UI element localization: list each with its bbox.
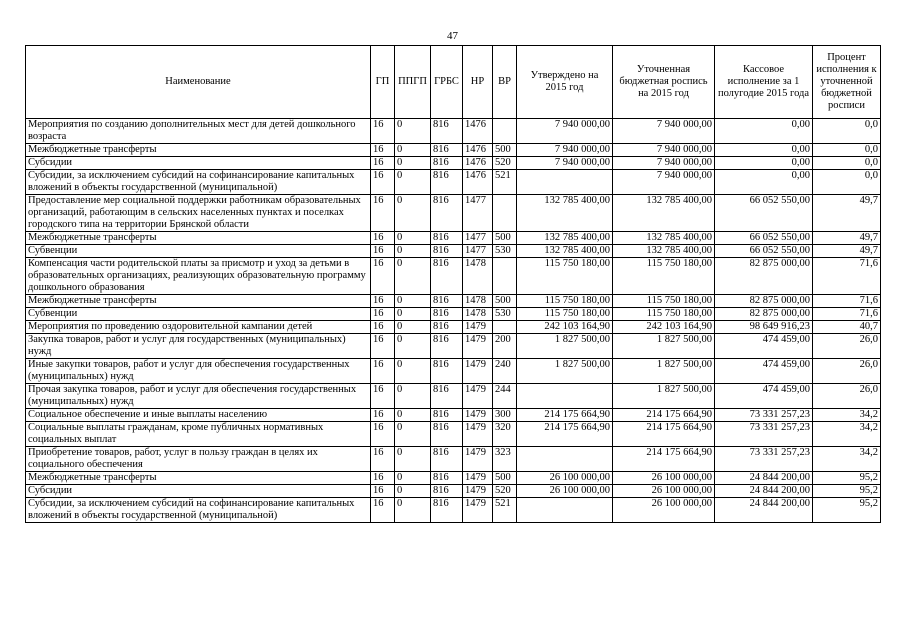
cell-np: 1476 (463, 119, 493, 144)
cell-gp: 16 (371, 498, 395, 523)
table-row (26, 258, 881, 295)
cell-ppgp: 0 (395, 119, 431, 144)
cell-grbs: 816 (431, 384, 463, 409)
table-row (26, 485, 881, 498)
table-row (26, 119, 881, 144)
budget-table (25, 45, 881, 523)
cell-ppgp: 0 (395, 195, 431, 232)
cell-grbs: 816 (431, 472, 463, 485)
cell-refined: 132 785 400,00 (613, 245, 715, 258)
cell-refined: 26 100 000,00 (613, 485, 715, 498)
table-row (26, 359, 881, 384)
cell-cash: 24 844 200,00 (715, 472, 813, 485)
cell-ppgp: 0 (395, 295, 431, 308)
cell-ppgp: 0 (395, 232, 431, 245)
header-cash: Кассовое исполнение за 1 полугодие 2015 года (715, 46, 813, 119)
cell-gp: 16 (371, 157, 395, 170)
cell-cash: 66 052 550,00 (715, 195, 813, 232)
cell-approved: 132 785 400,00 (517, 195, 613, 232)
cell-gp: 16 (371, 144, 395, 157)
cell-cash: 73 331 257,23 (715, 422, 813, 447)
table-row (26, 295, 881, 308)
cell-np: 1476 (463, 170, 493, 195)
cell-np: 1479 (463, 498, 493, 523)
cell-vr: 500 (493, 232, 517, 245)
cell-gp: 16 (371, 321, 395, 334)
cell-percent: 34,2 (813, 422, 881, 447)
cell-approved: 132 785 400,00 (517, 245, 613, 258)
cell-name: Предоставление мер социальной поддержки работникам образовательных организаций, работающим в сельских населенных пунктах и поселках городского типа на территории Брянской области (26, 195, 371, 232)
cell-name: Мероприятия по созданию дополнительных мест для детей дошкольного возраста (26, 119, 371, 144)
cell-gp: 16 (371, 447, 395, 472)
cell-ppgp: 0 (395, 422, 431, 447)
cell-name: Субсидии, за исключением субсидий на софинансирование капитальных вложений в объекты государственной (муниципальной) (26, 498, 371, 523)
cell-percent: 26,0 (813, 359, 881, 384)
cell-name: Межбюджетные трансферты (26, 232, 371, 245)
cell-cash: 98 649 916,23 (715, 321, 813, 334)
cell-vr (493, 195, 517, 232)
cell-vr: 240 (493, 359, 517, 384)
cell-ppgp: 0 (395, 334, 431, 359)
cell-refined: 1 827 500,00 (613, 334, 715, 359)
cell-ppgp: 0 (395, 258, 431, 295)
cell-percent: 49,7 (813, 232, 881, 245)
table-body (26, 119, 881, 523)
cell-approved (517, 498, 613, 523)
cell-approved: 7 940 000,00 (517, 144, 613, 157)
cell-gp: 16 (371, 232, 395, 245)
cell-refined: 214 175 664,90 (613, 409, 715, 422)
cell-ppgp: 0 (395, 498, 431, 523)
cell-ppgp: 0 (395, 157, 431, 170)
header-refined: Уточненная бюджетная роспись на 2015 год (613, 46, 715, 119)
cell-np: 1479 (463, 321, 493, 334)
cell-name: Прочая закупка товаров, работ и услуг для обеспечения государственных (муниципальных) нужд (26, 384, 371, 409)
cell-name: Социальные выплаты гражданам, кроме публичных нормативных социальных выплат (26, 422, 371, 447)
cell-percent: 0,0 (813, 157, 881, 170)
cell-np: 1479 (463, 447, 493, 472)
cell-name: Приобретение товаров, работ, услуг в пользу граждан в целях их социального обеспечения (26, 447, 371, 472)
cell-vr: 520 (493, 157, 517, 170)
cell-grbs: 816 (431, 334, 463, 359)
cell-vr: 500 (493, 295, 517, 308)
cell-np: 1479 (463, 422, 493, 447)
cell-np: 1479 (463, 384, 493, 409)
cell-percent: 71,6 (813, 258, 881, 295)
cell-np: 1477 (463, 245, 493, 258)
table-row (26, 232, 881, 245)
cell-np: 1479 (463, 359, 493, 384)
cell-refined: 242 103 164,90 (613, 321, 715, 334)
table-row (26, 144, 881, 157)
cell-ppgp: 0 (395, 447, 431, 472)
cell-gp: 16 (371, 485, 395, 498)
cell-gp: 16 (371, 295, 395, 308)
table-row (26, 334, 881, 359)
cell-grbs: 816 (431, 321, 463, 334)
cell-approved: 26 100 000,00 (517, 472, 613, 485)
cell-vr (493, 321, 517, 334)
cell-percent: 34,2 (813, 447, 881, 472)
cell-cash: 0,00 (715, 157, 813, 170)
cell-percent: 0,0 (813, 170, 881, 195)
cell-grbs: 816 (431, 485, 463, 498)
cell-vr (493, 119, 517, 144)
cell-np: 1478 (463, 295, 493, 308)
cell-np: 1477 (463, 195, 493, 232)
cell-grbs: 816 (431, 409, 463, 422)
cell-grbs: 816 (431, 144, 463, 157)
cell-cash: 474 459,00 (715, 359, 813, 384)
table-row (26, 409, 881, 422)
cell-name: Субсидии (26, 485, 371, 498)
cell-refined: 132 785 400,00 (613, 232, 715, 245)
cell-approved: 115 750 180,00 (517, 258, 613, 295)
cell-vr: 520 (493, 485, 517, 498)
cell-approved (517, 447, 613, 472)
cell-cash: 0,00 (715, 170, 813, 195)
cell-cash: 66 052 550,00 (715, 245, 813, 258)
cell-name: Социальное обеспечение и иные выплаты населению (26, 409, 371, 422)
cell-vr: 521 (493, 498, 517, 523)
cell-cash: 24 844 200,00 (715, 498, 813, 523)
cell-np: 1479 (463, 472, 493, 485)
cell-gp: 16 (371, 384, 395, 409)
cell-percent: 0,0 (813, 144, 881, 157)
cell-approved: 214 175 664,90 (517, 422, 613, 447)
header-vr: ВР (493, 46, 517, 119)
cell-gp: 16 (371, 334, 395, 359)
cell-vr (493, 258, 517, 295)
header-grbs: ГРБС (431, 46, 463, 119)
header-percent: Процент исполнения к уточненной бюджетной росписи (813, 46, 881, 119)
cell-percent: 49,7 (813, 195, 881, 232)
cell-refined: 132 785 400,00 (613, 195, 715, 232)
cell-cash: 73 331 257,23 (715, 409, 813, 422)
cell-percent: 71,6 (813, 295, 881, 308)
cell-gp: 16 (371, 119, 395, 144)
table-row (26, 447, 881, 472)
cell-gp: 16 (371, 472, 395, 485)
cell-grbs: 816 (431, 170, 463, 195)
cell-approved: 1 827 500,00 (517, 334, 613, 359)
cell-gp: 16 (371, 195, 395, 232)
cell-name: Субвенции (26, 308, 371, 321)
cell-gp: 16 (371, 258, 395, 295)
cell-cash: 82 875 000,00 (715, 308, 813, 321)
header-approved: Утверждено на 2015 год (517, 46, 613, 119)
table-row (26, 321, 881, 334)
cell-percent: 71,6 (813, 308, 881, 321)
cell-grbs: 816 (431, 119, 463, 144)
cell-refined: 26 100 000,00 (613, 498, 715, 523)
cell-cash: 73 331 257,23 (715, 447, 813, 472)
cell-name: Межбюджетные трансферты (26, 472, 371, 485)
cell-grbs: 816 (431, 245, 463, 258)
cell-approved: 26 100 000,00 (517, 485, 613, 498)
header-np: НР (463, 46, 493, 119)
cell-name: Субвенции (26, 245, 371, 258)
cell-ppgp: 0 (395, 245, 431, 258)
cell-ppgp: 0 (395, 485, 431, 498)
cell-approved: 115 750 180,00 (517, 295, 613, 308)
cell-refined: 115 750 180,00 (613, 295, 715, 308)
cell-ppgp: 0 (395, 384, 431, 409)
cell-cash: 0,00 (715, 144, 813, 157)
cell-refined: 7 940 000,00 (613, 144, 715, 157)
cell-refined: 7 940 000,00 (613, 170, 715, 195)
cell-percent: 26,0 (813, 334, 881, 359)
cell-grbs: 816 (431, 232, 463, 245)
cell-grbs: 816 (431, 359, 463, 384)
cell-percent: 34,2 (813, 409, 881, 422)
header-gp: ГП (371, 46, 395, 119)
cell-gp: 16 (371, 245, 395, 258)
cell-approved: 1 827 500,00 (517, 359, 613, 384)
cell-cash: 66 052 550,00 (715, 232, 813, 245)
cell-percent: 95,2 (813, 472, 881, 485)
cell-name: Субсидии, за исключением субсидий на софинансирование капитальных вложений в объекты государственной (муниципальной) (26, 170, 371, 195)
table-header-row (26, 46, 881, 119)
cell-np: 1476 (463, 157, 493, 170)
cell-percent: 0,0 (813, 119, 881, 144)
cell-gp: 16 (371, 359, 395, 384)
table-row (26, 498, 881, 523)
cell-approved: 115 750 180,00 (517, 308, 613, 321)
cell-ppgp: 0 (395, 359, 431, 384)
cell-vr: 200 (493, 334, 517, 359)
cell-vr: 323 (493, 447, 517, 472)
cell-np: 1477 (463, 232, 493, 245)
cell-cash: 82 875 000,00 (715, 258, 813, 295)
cell-approved: 132 785 400,00 (517, 232, 613, 245)
cell-refined: 26 100 000,00 (613, 472, 715, 485)
cell-grbs: 816 (431, 447, 463, 472)
cell-approved: 7 940 000,00 (517, 157, 613, 170)
cell-vr: 500 (493, 144, 517, 157)
cell-refined: 214 175 664,90 (613, 447, 715, 472)
table-row (26, 195, 881, 232)
cell-refined: 7 940 000,00 (613, 119, 715, 144)
cell-cash: 474 459,00 (715, 384, 813, 409)
cell-np: 1479 (463, 485, 493, 498)
cell-name: Мероприятия по проведению оздоровительной кампании детей (26, 321, 371, 334)
cell-grbs: 816 (431, 195, 463, 232)
cell-np: 1476 (463, 144, 493, 157)
cell-grbs: 816 (431, 498, 463, 523)
page-number: 47 (447, 30, 458, 42)
cell-refined: 1 827 500,00 (613, 359, 715, 384)
table-row (26, 245, 881, 258)
cell-percent: 40,7 (813, 321, 881, 334)
table-row (26, 157, 881, 170)
cell-name: Субсидии (26, 157, 371, 170)
header-ppgp: ППГП (395, 46, 431, 119)
cell-vr: 530 (493, 245, 517, 258)
cell-gp: 16 (371, 409, 395, 422)
cell-approved: 214 175 664,90 (517, 409, 613, 422)
cell-np: 1478 (463, 308, 493, 321)
cell-ppgp: 0 (395, 170, 431, 195)
table-row (26, 472, 881, 485)
cell-cash: 0,00 (715, 119, 813, 144)
table-row (26, 422, 881, 447)
cell-ppgp: 0 (395, 409, 431, 422)
cell-refined: 115 750 180,00 (613, 258, 715, 295)
cell-name: Межбюджетные трансферты (26, 295, 371, 308)
cell-vr: 300 (493, 409, 517, 422)
cell-grbs: 816 (431, 258, 463, 295)
cell-approved: 7 940 000,00 (517, 119, 613, 144)
cell-vr: 521 (493, 170, 517, 195)
cell-percent: 95,2 (813, 485, 881, 498)
cell-ppgp: 0 (395, 472, 431, 485)
cell-cash: 24 844 200,00 (715, 485, 813, 498)
cell-name: Иные закупки товаров, работ и услуг для обеспечения государственных (муниципальных) нужд (26, 359, 371, 384)
table-row (26, 170, 881, 195)
cell-ppgp: 0 (395, 321, 431, 334)
cell-np: 1479 (463, 409, 493, 422)
cell-approved (517, 384, 613, 409)
cell-refined: 1 827 500,00 (613, 384, 715, 409)
cell-cash: 82 875 000,00 (715, 295, 813, 308)
cell-name: Межбюджетные трансферты (26, 144, 371, 157)
cell-percent: 95,2 (813, 498, 881, 523)
cell-gp: 16 (371, 422, 395, 447)
cell-gp: 16 (371, 308, 395, 321)
cell-refined: 214 175 664,90 (613, 422, 715, 447)
cell-vr: 500 (493, 472, 517, 485)
cell-np: 1478 (463, 258, 493, 295)
table-row (26, 384, 881, 409)
cell-name: Закупка товаров, работ и услуг для государственных (муниципальных) нужд (26, 334, 371, 359)
cell-refined: 7 940 000,00 (613, 157, 715, 170)
cell-percent: 49,7 (813, 245, 881, 258)
cell-np: 1479 (463, 334, 493, 359)
cell-grbs: 816 (431, 157, 463, 170)
cell-vr: 244 (493, 384, 517, 409)
cell-grbs: 816 (431, 295, 463, 308)
table-row (26, 308, 881, 321)
cell-vr: 320 (493, 422, 517, 447)
cell-vr: 530 (493, 308, 517, 321)
cell-ppgp: 0 (395, 144, 431, 157)
header-name: Наименование (26, 46, 371, 119)
cell-approved: 242 103 164,90 (517, 321, 613, 334)
cell-grbs: 816 (431, 308, 463, 321)
cell-ppgp: 0 (395, 308, 431, 321)
cell-gp: 16 (371, 170, 395, 195)
cell-name: Компенсация части родительской платы за присмотр и уход за детьми в образовательных организациях, реализующих образовательную программу дошкольного образования (26, 258, 371, 295)
cell-percent: 26,0 (813, 384, 881, 409)
cell-refined: 115 750 180,00 (613, 308, 715, 321)
cell-approved (517, 170, 613, 195)
cell-grbs: 816 (431, 422, 463, 447)
cell-cash: 474 459,00 (715, 334, 813, 359)
